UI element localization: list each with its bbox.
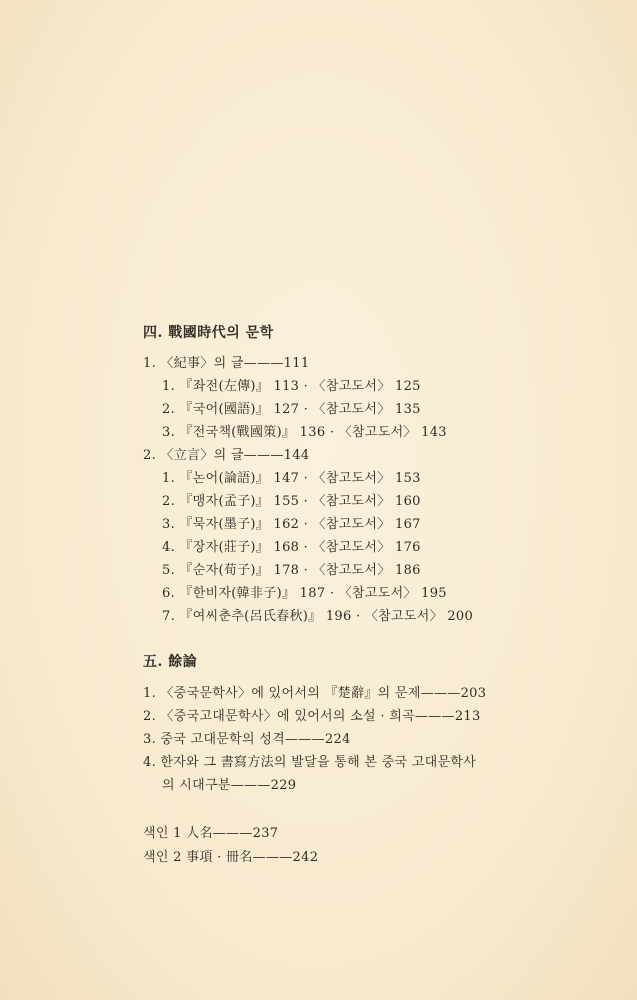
section-heading-4: 四. 戰國時代의 문학 <box>143 325 274 341</box>
index-entry-1: 색인 1 人名———237 <box>143 826 279 841</box>
toc-subentry-4-2-6: 6. 『한비자(韓非子)』 187 · 〈참고도서〉 195 <box>162 586 447 601</box>
toc-entry-5-1: 1. 〈중국문학사〉에 있어서의 『楚辭』의 문제———203 <box>143 686 487 701</box>
toc-entry-4-1: 1. 〈紀事〉의 글———111 <box>143 356 310 371</box>
toc-subentry-4-2-7: 7. 『여씨춘추(呂氏春秋)』 196 · 〈참고도서〉 200 <box>162 609 474 624</box>
index-entry-2: 색인 2 事項 · 冊名———242 <box>143 850 319 865</box>
toc-entry-4-2: 2. 〈立言〉의 글———144 <box>143 448 310 463</box>
toc-subentry-4-2-3: 3. 『묵자(墨子)』 162 · 〈참고도서〉 167 <box>162 517 421 532</box>
toc-entry-5-4: 4. 한자와 그 書寫方法의 발달을 통해 본 중국 고대문학사 <box>143 755 477 770</box>
toc-subentry-4-1-2: 2. 『국어(國語)』 127 · 〈참고도서〉 135 <box>162 402 421 417</box>
toc-subentry-4-1-3: 3. 『전국책(戰國策)』 136 · 〈참고도서〉 143 <box>162 425 447 440</box>
toc-subentry-4-2-4: 4. 『장자(莊子)』 168 · 〈참고도서〉 176 <box>162 540 421 555</box>
toc-subentry-4-1-1: 1. 『좌전(左傳)』 113 · 〈참고도서〉 125 <box>162 379 421 394</box>
toc-subentry-4-2-5: 5. 『순자(荀子)』 178 · 〈참고도서〉 186 <box>162 563 421 578</box>
toc-subentry-4-2-2: 2. 『맹자(孟子)』 155 · 〈참고도서〉 160 <box>162 494 421 509</box>
toc-entry-5-2: 2. 〈중국고대문학사〉에 있어서의 소설 · 희곡———213 <box>143 709 481 724</box>
toc-entry-5-3: 3. 중국 고대문학의 성격———224 <box>143 732 351 747</box>
toc-entry-5-4-continued: 의 시대구분———229 <box>162 778 297 793</box>
section-heading-5: 五. 餘論 <box>143 654 198 670</box>
toc-subentry-4-2-1: 1. 『논어(論語)』 147 · 〈참고도서〉 153 <box>162 471 421 486</box>
